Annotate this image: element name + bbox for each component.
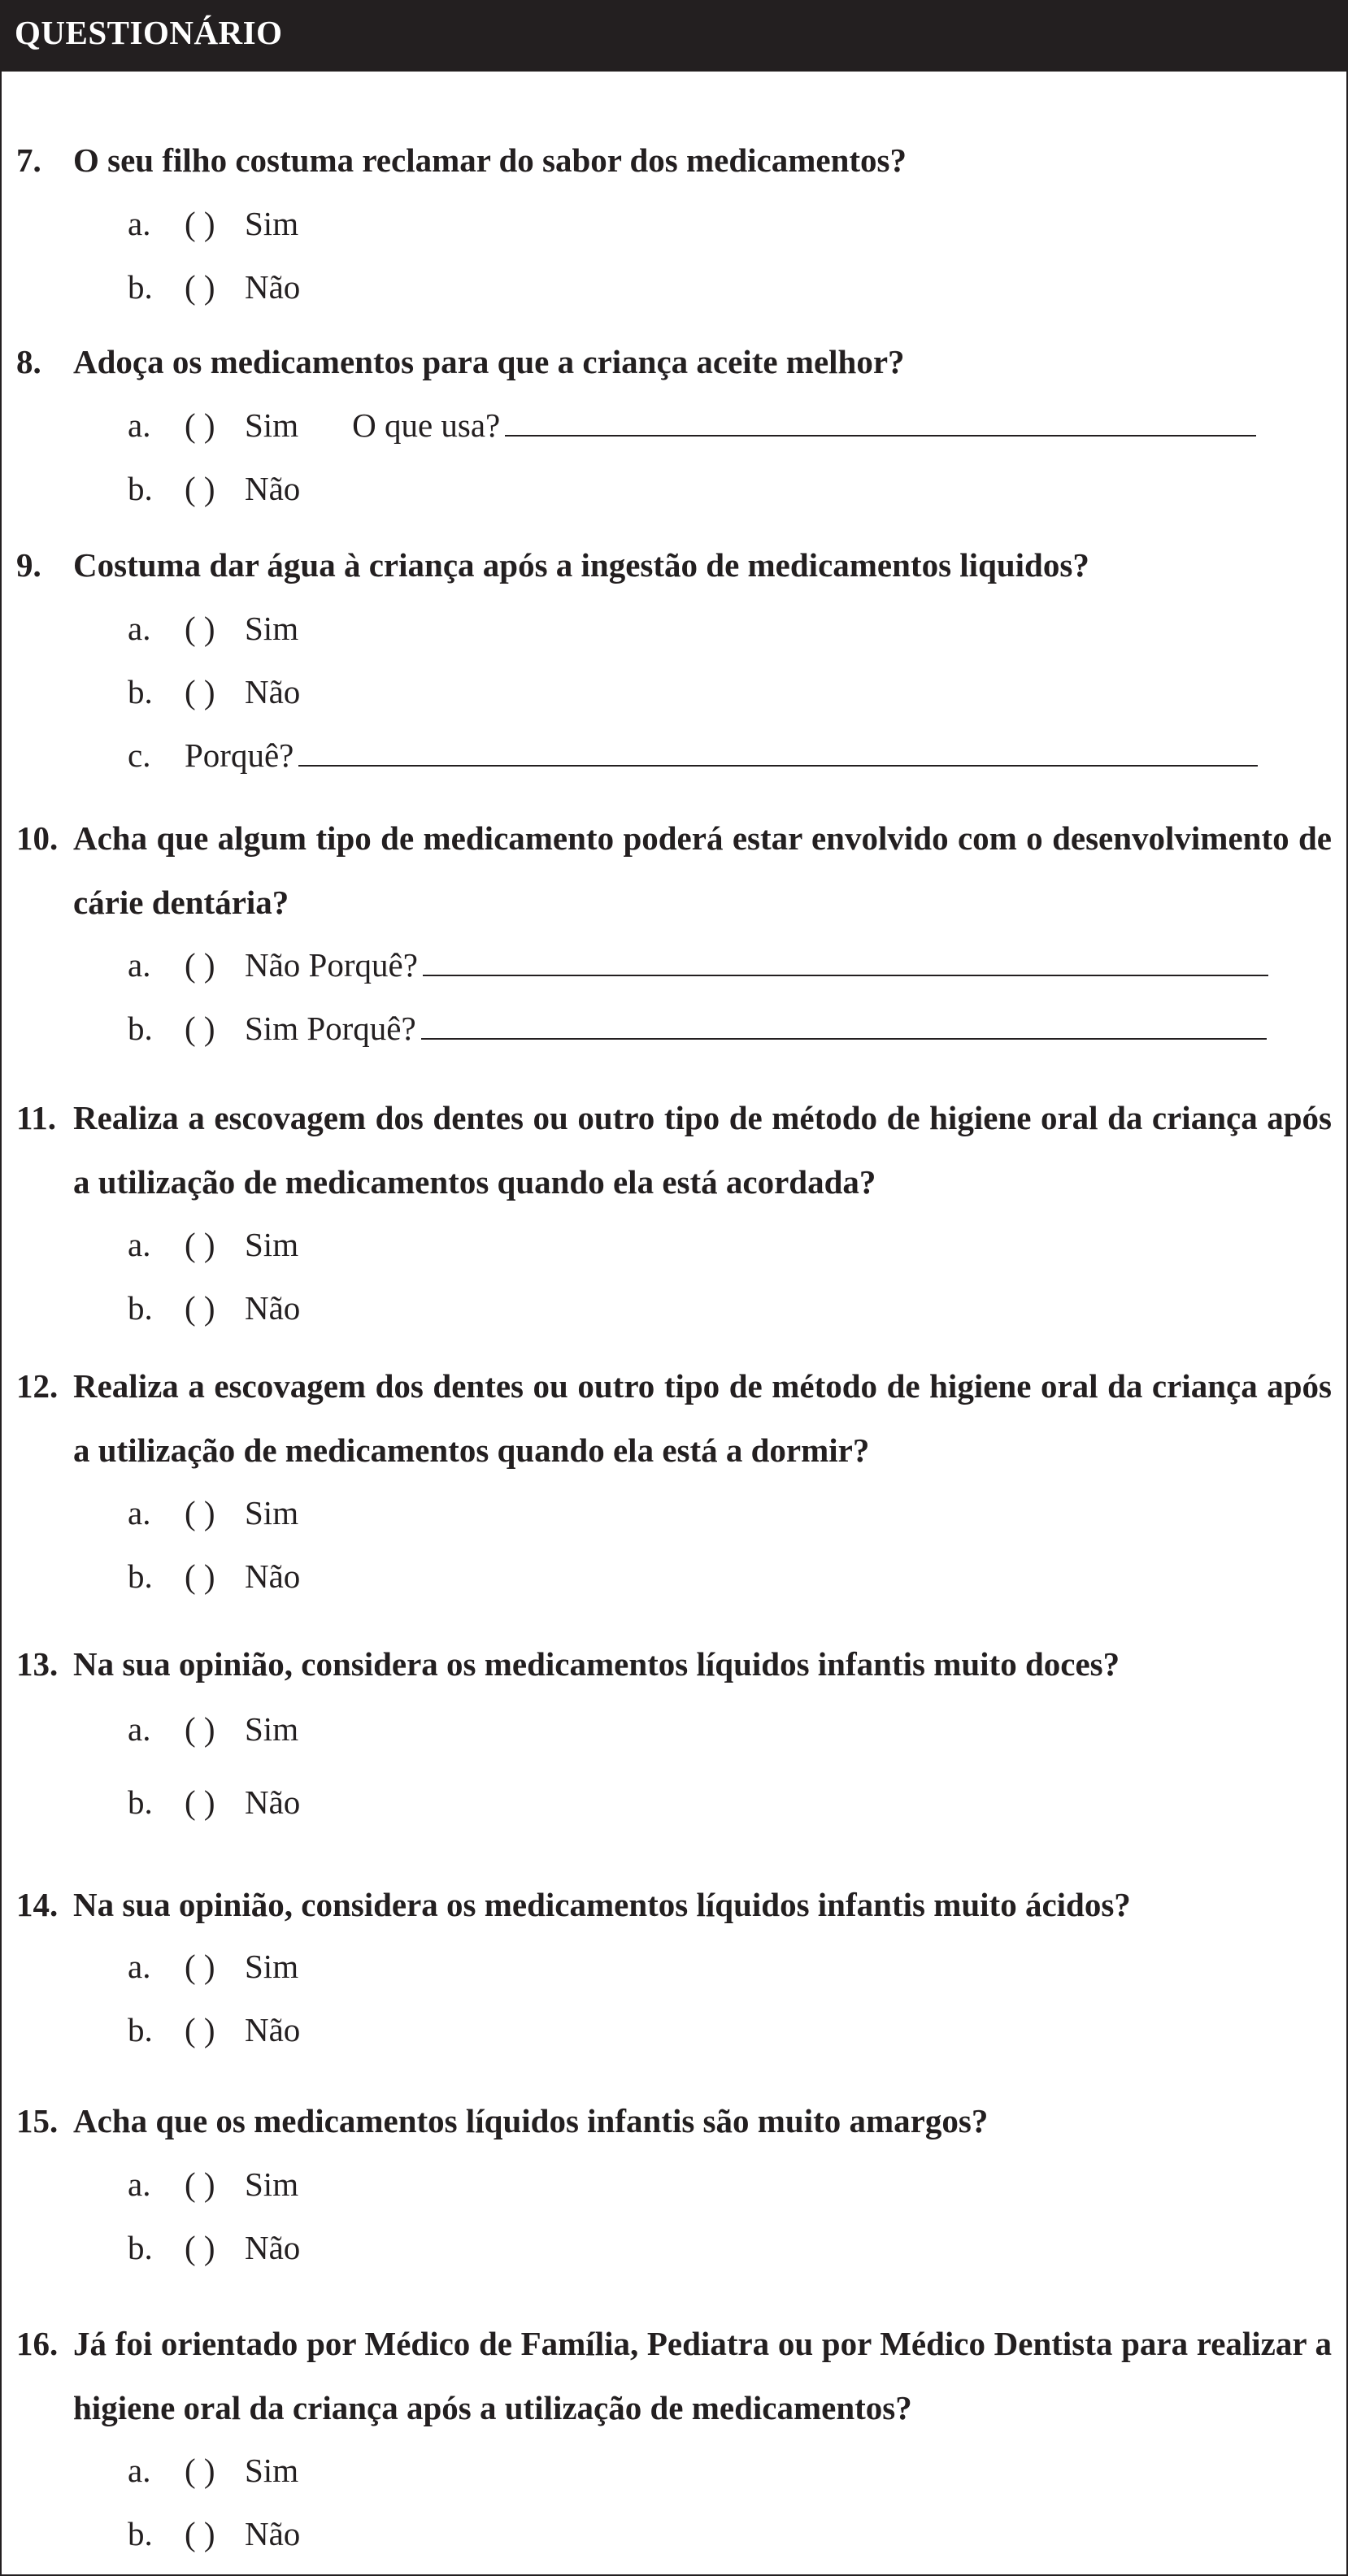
option-row[interactable] (128, 1544, 300, 1609)
option-label: Não (245, 1783, 301, 1821)
option-row[interactable] (128, 933, 1268, 997)
question-10 (16, 806, 1332, 935)
checkbox[interactable]: ( ) (185, 1226, 215, 1263)
question-number: 11. (16, 1099, 56, 1136)
question-text: Adoça os medicamentos para que a criança aceite melhor? (73, 343, 905, 380)
option-label: Não (245, 673, 301, 710)
checkbox[interactable]: ( ) (185, 205, 215, 242)
question-text: Já foi orientado por Médico de Família, Pediatra ou por Médico Dentista para realizar a higiene oral da criança após a utilização de medicamentos? (73, 2325, 1332, 2426)
checkbox[interactable]: ( ) (185, 406, 215, 444)
question-13 (16, 1632, 1332, 1696)
option-letter: a. (128, 205, 151, 242)
option-row[interactable] (128, 1276, 300, 1340)
option-row[interactable] (128, 2502, 300, 2566)
checkbox[interactable]: ( ) (185, 1783, 215, 1821)
question-7 (16, 128, 1332, 193)
option-letter: a. (128, 946, 151, 984)
option-row[interactable] (128, 660, 300, 724)
question-9 (16, 533, 1332, 597)
option-label: Sim (245, 406, 299, 444)
extra-prompt: O que usa? (352, 406, 501, 444)
question-text: Na sua opinião, considera os medicamentos líquidos infantis muito doces? (73, 1645, 1120, 1683)
checkbox[interactable]: ( ) (185, 673, 215, 710)
option-row[interactable] (128, 997, 1267, 1061)
checkbox[interactable]: ( ) (185, 946, 215, 984)
question-number: 8. (16, 343, 41, 380)
checkbox[interactable]: ( ) (185, 1710, 215, 1748)
answer-line[interactable] (505, 396, 1256, 437)
option-row[interactable] (128, 723, 1258, 788)
option-letter: b. (128, 1289, 153, 1327)
option-letter: a. (128, 1226, 151, 1263)
option-label: Sim (245, 610, 299, 647)
option-row[interactable] (128, 1213, 298, 1277)
question-12 (16, 1354, 1332, 1483)
option-label: Sim (245, 2452, 299, 2489)
option-letter: b. (128, 2011, 153, 2048)
question-text: O seu filho costuma reclamar do sabor dos medicamentos? (73, 141, 907, 179)
question-number: 10. (16, 819, 59, 857)
option-label: Sim (245, 1710, 299, 1748)
option-row[interactable] (128, 597, 298, 661)
option-label: Não (245, 268, 301, 306)
question-text: Realiza a escovagem dos dentes ou outro tipo de método de higiene oral da criança após a utilização de medicamentos quando ela está acordada? (73, 1099, 1332, 1201)
option-label: Não (245, 1557, 301, 1595)
option-row[interactable] (128, 2216, 300, 2280)
question-number: 15. (16, 2102, 59, 2139)
question-number: 7. (16, 141, 41, 179)
option-letter: c. (128, 736, 151, 774)
checkbox[interactable]: ( ) (185, 2165, 215, 2203)
option-row[interactable] (128, 1998, 300, 2062)
option-row[interactable] (128, 1697, 298, 1761)
question-number: 9. (16, 546, 41, 584)
header-title: QUESTIONÁRIO (2, 2, 1346, 72)
option-letter: b. (128, 1783, 153, 1821)
option-row[interactable] (128, 192, 298, 256)
option-letter: b. (128, 470, 153, 507)
checkbox[interactable]: ( ) (185, 268, 215, 306)
option-row[interactable] (128, 1935, 298, 1999)
option-label: Sim (245, 205, 299, 242)
option-label: Sim (245, 2165, 299, 2203)
option-letter: a. (128, 1710, 151, 1748)
question-11 (16, 1086, 1332, 1214)
option-row[interactable] (128, 2152, 298, 2217)
option-row[interactable] (128, 457, 300, 521)
checkbox[interactable]: ( ) (185, 2515, 215, 2552)
answer-line[interactable] (298, 726, 1258, 767)
option-row[interactable] (128, 255, 300, 319)
option-letter: b. (128, 268, 153, 306)
question-number: 16. (16, 2325, 59, 2362)
question-text: Acha que os medicamentos líquidos infantis são muito amargos? (73, 2102, 989, 2139)
option-label: Sim (245, 1948, 299, 1985)
checkbox[interactable]: ( ) (185, 1948, 215, 1985)
option-label: Não (245, 2229, 301, 2266)
question-number: 14. (16, 1886, 59, 1923)
answer-line[interactable] (421, 999, 1267, 1040)
question-text: Costuma dar água à criança após a ingestão de medicamentos liquidos? (73, 546, 1089, 584)
checkbox[interactable]: ( ) (185, 1010, 215, 1047)
option-row[interactable] (128, 1481, 298, 1545)
option-letter: a. (128, 406, 151, 444)
option-label: Não (245, 470, 301, 507)
option-letter: b. (128, 1557, 153, 1595)
question-number: 12. (16, 1367, 59, 1405)
question-14 (16, 1873, 1332, 1937)
option-label: Não (245, 1289, 301, 1327)
checkbox[interactable]: ( ) (185, 2011, 215, 2048)
option-label: Não Porquê? (245, 946, 418, 984)
option-label: Sim Porquê? (245, 1010, 416, 1047)
option-row[interactable] (128, 2439, 298, 2503)
option-letter: a. (128, 2165, 151, 2203)
option-letter: b. (128, 2515, 153, 2552)
question-text: Realiza a escovagem dos dentes ou outro tipo de método de higiene oral da criança após a utilização de medicamentos quando ela está a dormir? (73, 1367, 1332, 1469)
question-text: Na sua opinião, considera os medicamentos líquidos infantis muito ácidos? (73, 1886, 1131, 1923)
option-letter: b. (128, 1010, 153, 1047)
option-label: Sim (245, 1494, 299, 1531)
option-label: Não (245, 2011, 301, 2048)
checkbox[interactable]: ( ) (185, 2452, 215, 2489)
question-text: Acha que algum tipo de medicamento poderá estar envolvido com o desenvolvimento de cárie dentária? (73, 819, 1332, 921)
option-label: Porquê? (185, 736, 294, 774)
option-row[interactable] (128, 393, 1256, 458)
question-number: 13. (16, 1645, 59, 1683)
checkbox[interactable]: ( ) (185, 470, 215, 507)
option-letter: a. (128, 2452, 151, 2489)
option-label: Sim (245, 1226, 299, 1263)
option-label: Não (245, 2515, 301, 2552)
option-letter: a. (128, 1494, 151, 1531)
answer-line[interactable] (423, 936, 1268, 976)
checkbox[interactable]: ( ) (185, 610, 215, 647)
checkbox[interactable]: ( ) (185, 2229, 215, 2266)
question-8 (16, 330, 1332, 394)
checkbox[interactable]: ( ) (185, 1557, 215, 1595)
option-letter: a. (128, 610, 151, 647)
checkbox[interactable]: ( ) (185, 1494, 215, 1531)
option-letter: b. (128, 2229, 153, 2266)
option-letter: a. (128, 1948, 151, 1985)
option-letter: b. (128, 673, 153, 710)
question-16 (16, 2312, 1332, 2440)
question-15 (16, 2089, 1332, 2153)
checkbox[interactable]: ( ) (185, 1289, 215, 1327)
option-row[interactable] (128, 1770, 300, 1835)
